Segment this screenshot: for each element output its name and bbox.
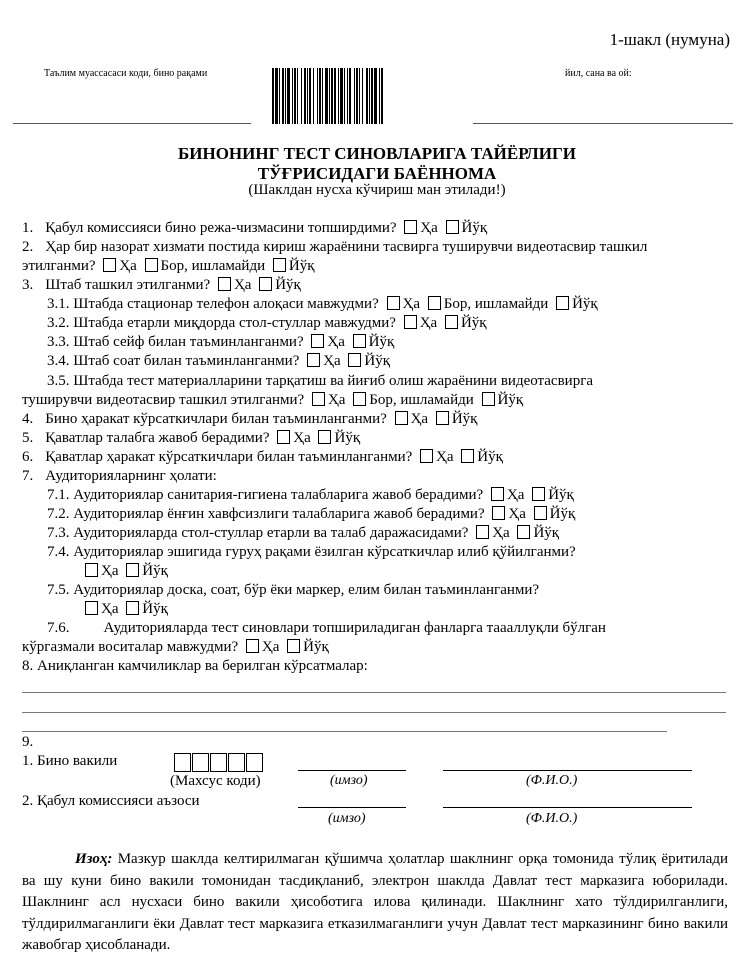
checkbox-yes[interactable]	[85, 563, 98, 577]
checkbox-no[interactable]	[461, 449, 474, 463]
checkbox-yes[interactable]	[395, 411, 408, 425]
checkbox-no[interactable]	[287, 639, 300, 653]
checkbox-no[interactable]	[532, 487, 545, 501]
checkbox-broken[interactable]	[145, 258, 158, 272]
remarks-line-3[interactable]	[22, 731, 667, 732]
commission-member-label: 2. Қабул комиссияси аъзоси	[22, 793, 200, 809]
checkbox-yes[interactable]	[218, 277, 231, 291]
question-7-6: 7.6. Аудиторияларда тест синовлари топшириладиган фанларга таааллуқли бўлган	[47, 620, 606, 636]
checkbox-no[interactable]	[482, 392, 495, 406]
question-7-5-options: Ҳа Йўқ	[81, 600, 168, 619]
code-digit-box[interactable]	[210, 753, 227, 772]
member-signature-caption: (имзо)	[328, 811, 366, 826]
checkbox-yes[interactable]	[476, 525, 489, 539]
page-title-line2: ТЎҒРИСИДАГИ БАЁННОМА	[257, 164, 497, 183]
checkbox-no[interactable]	[445, 315, 458, 329]
rep-name-field[interactable]	[443, 770, 692, 771]
page-title-line1: БИНОНИНГ ТЕСТ СИНОВЛАРИГА ТАЙЁРЛИГИ	[178, 144, 576, 163]
code-digit-box[interactable]	[246, 753, 263, 772]
page-subtitle: (Шаклдан нусха кўчириш ман этилади!)	[248, 182, 506, 198]
checkbox-no[interactable]	[259, 277, 272, 291]
building-rep-label: 1. Бино вакили	[22, 753, 118, 769]
question-7-4: 7.4. Аудиториялар эшигида гуруҳ рақами ёзилган кўрсаткичлар илиб қўйилганми?	[47, 544, 576, 560]
checkbox-yes[interactable]	[492, 506, 505, 520]
member-signature-field[interactable]	[298, 807, 406, 808]
checkbox-yes[interactable]	[420, 449, 433, 463]
note-label: Изоҳ:	[75, 851, 113, 867]
question-3-1: 3.1. Штабда стационар телефон алоқаси мавжудми? Ҳа Бор, ишламайди Йўқ	[47, 296, 598, 312]
question-3-4: 3.4. Штаб соат билан таъминланганми? Ҳа Йўқ	[47, 353, 390, 369]
checkbox-no[interactable]	[126, 601, 139, 615]
checkbox-yes[interactable]	[491, 487, 504, 501]
checkbox-no[interactable]	[436, 411, 449, 425]
note-text: Мазкур шаклда келтирилмаган қўшимча ҳолатлар шаклнинг орқа томонида тўлиқ ёритилади ва шу куни бино вакили томонидан тасдиқланиб, электрон шаклда Давлат тест марказига юборилади. Шаклнинг асл нусхаси бино вакили ҳисоботига илова қилинади. Шаклнинг хато тўлдирилганлиги, тўлдирилмаганлиги ёки Давлат тест марказига етказилмаганлиги учун Давлат тест марказининг бино вакили жавобгар ҳисобланади.	[22, 851, 728, 953]
checkbox-no[interactable]	[446, 220, 459, 234]
question-3-5-cont: туширувчи видеотасвир ташкил этилганми? Ҳа Бор, ишламайди Йўқ	[22, 392, 524, 408]
section-9-number: 9.	[22, 734, 34, 750]
code-digit-box[interactable]	[192, 753, 209, 772]
question-4: 4. Бино ҳаракат кўрсаткичлари билан таъминланганми? Ҳа Йўқ	[22, 411, 478, 427]
checkbox-no[interactable]	[348, 353, 361, 367]
checkbox-yes[interactable]	[312, 392, 325, 406]
checkbox-yes[interactable]	[404, 315, 417, 329]
checkbox-no[interactable]	[517, 525, 530, 539]
question-5: 5. Қаватлар талабга жавоб берадими? Ҳа Йўқ	[22, 430, 361, 446]
institution-code-label: Таълим муассасаси коди, бино рақами	[44, 68, 208, 79]
remarks-line-1[interactable]	[22, 692, 726, 693]
checkbox-no[interactable]	[318, 430, 331, 444]
barcode-icon	[272, 68, 450, 124]
code-digit-box[interactable]	[228, 753, 245, 772]
question-3: 3. Штаб ташкил этилганми? Ҳа Йўқ	[22, 277, 301, 293]
checkbox-no[interactable]	[353, 334, 366, 348]
question-7: 7. Аудиторияларнинг ҳолати:	[22, 468, 217, 484]
checkbox-yes[interactable]	[307, 353, 320, 367]
question-3-3: 3.3. Штаб сейф билан таъминланганми? Ҳа Йўқ	[47, 334, 395, 350]
checkbox-no[interactable]	[273, 258, 286, 272]
question-7-6-cont: кўргазмали воситалар мавжудми? Ҳа Йўқ	[22, 639, 329, 655]
question-7-4-options: Ҳа Йўқ	[81, 562, 168, 581]
question-2-cont: этилганми? Ҳа Бор, ишламайди Йўқ	[22, 258, 315, 274]
member-name-caption: (Ф.И.О.)	[526, 811, 578, 826]
date-field[interactable]	[473, 123, 733, 124]
special-code-label: (Махсус коди)	[170, 773, 261, 789]
note-paragraph	[22, 849, 728, 957]
question-6: 6. Қаватлар ҳаракат кўрсаткичлари билан таъминланганми? Ҳа Йўқ	[22, 449, 503, 465]
checkbox-yes[interactable]	[85, 601, 98, 615]
rep-name-caption: (Ф.И.О.)	[526, 773, 578, 788]
checkbox-yes[interactable]	[246, 639, 259, 653]
question-3-2: 3.2. Штабда етарли миқдорда стол-стуллар мавжудми? Ҳа Йўқ	[47, 315, 487, 331]
checkbox-yes[interactable]	[103, 258, 116, 272]
checkbox-yes[interactable]	[404, 220, 417, 234]
checkbox-broken[interactable]	[353, 392, 366, 406]
question-1: 1. Қабул комиссияси бино режа-чизмасини топширдими? Ҳа Йўқ	[22, 220, 488, 236]
question-7-2: 7.2. Аудиториялар ёнғин хавфсизлиги талабларига жавоб берадими? Ҳа Йўқ	[47, 506, 576, 522]
question-3-5: 3.5. Штабда тест материалларини тарқатиш ва йиғиб олиш жараёнини видеотасвирга	[47, 373, 594, 389]
question-2: 2. Ҳар бир назорат хизмати постида кириш жараёнини тасвирга туширувчи видеотасвир ташкил	[22, 239, 648, 255]
checkbox-yes[interactable]	[387, 296, 400, 310]
form-number: 1-шакл (нумуна)	[609, 30, 730, 49]
checkbox-yes[interactable]	[277, 430, 290, 444]
remarks-line-2[interactable]	[22, 712, 726, 713]
institution-code-field[interactable]	[13, 123, 251, 124]
member-name-field[interactable]	[443, 807, 692, 808]
checkbox-no[interactable]	[556, 296, 569, 310]
question-8: 8. Аниқланган камчиликлар ва берилган кўрсатмалар:	[22, 658, 368, 674]
code-digit-box[interactable]	[174, 753, 191, 772]
checkbox-yes[interactable]	[311, 334, 324, 348]
question-7-1: 7.1. Аудиториялар санитария-гигиена талабларига жавоб берадими? Ҳа Йўқ	[47, 487, 574, 503]
rep-signature-caption: (имзо)	[330, 773, 368, 788]
date-label: йил, сана ва ой:	[565, 68, 632, 79]
checkbox-no[interactable]	[126, 563, 139, 577]
question-7-3: 7.3. Аудиторияларда стол-стуллар етарли ва талаб даражасидами? Ҳа Йўқ	[47, 525, 560, 541]
rep-signature-field[interactable]	[298, 770, 406, 771]
question-7-5: 7.5. Аудиториялар доска, соат, бўр ёки маркер, елим билан таъминланганми?	[47, 582, 540, 598]
checkbox-no[interactable]	[534, 506, 547, 520]
checkbox-broken[interactable]	[428, 296, 441, 310]
